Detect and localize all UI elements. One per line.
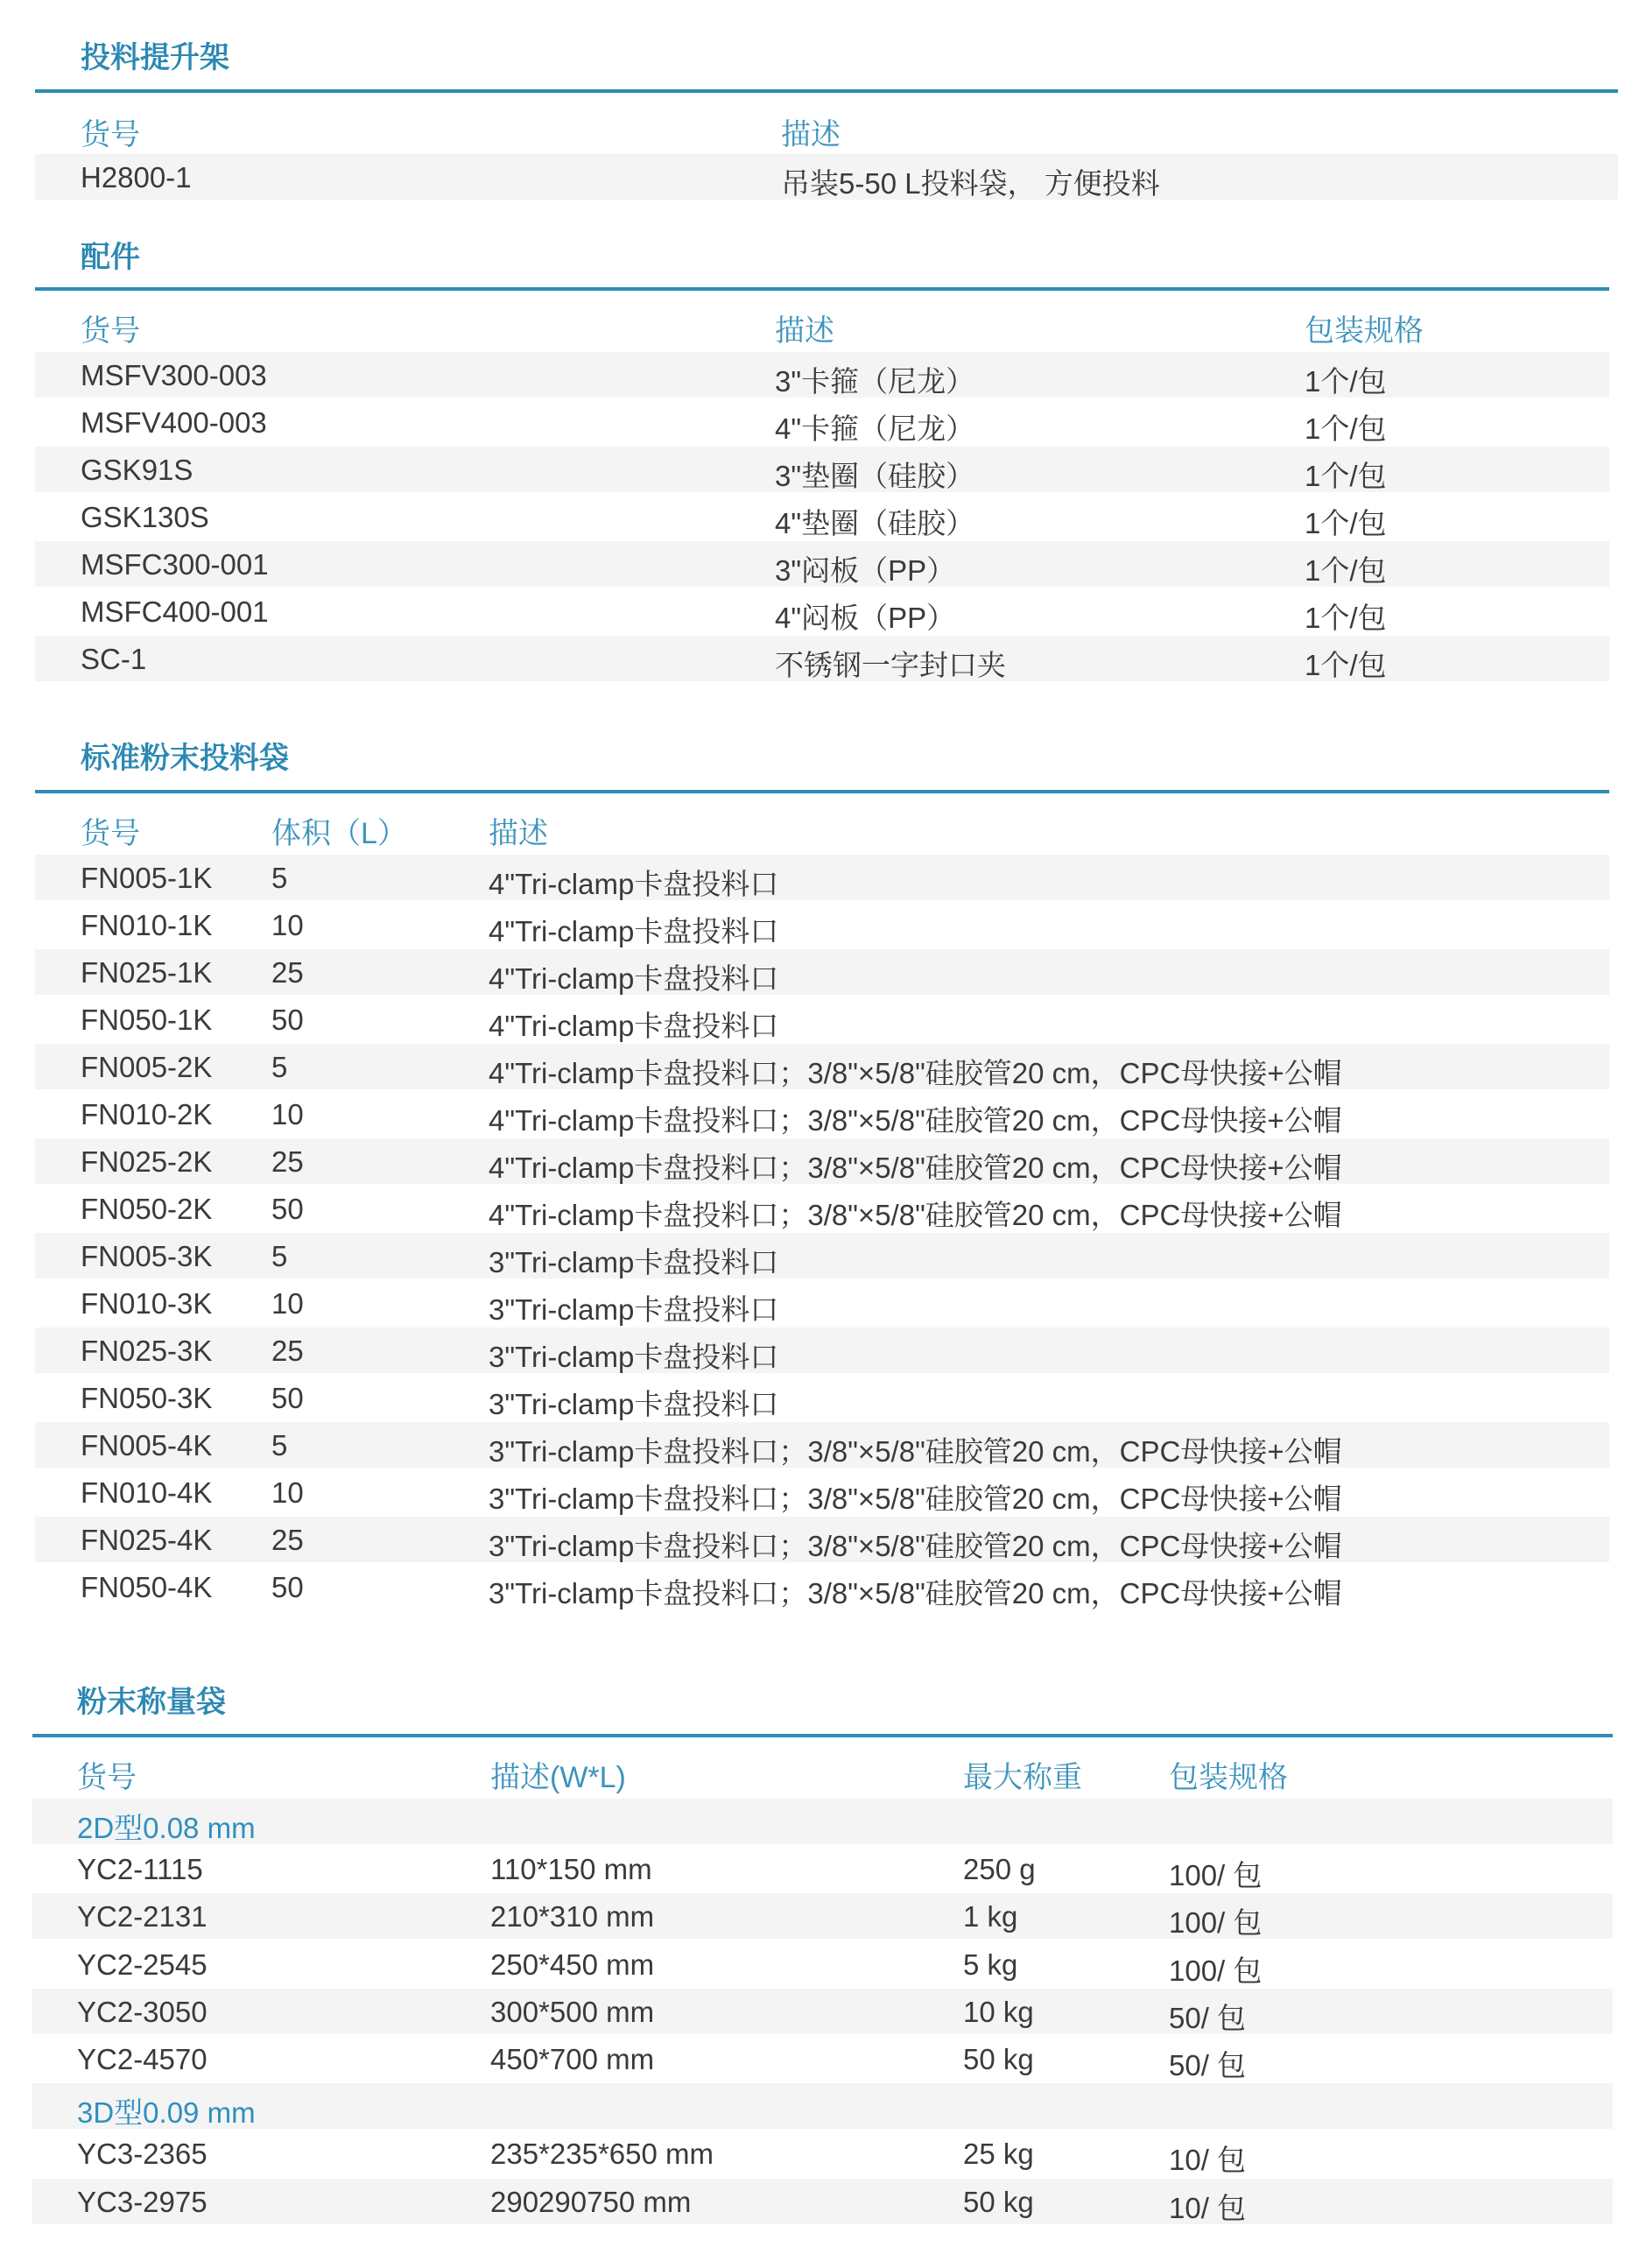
table-cell: 1个/包 [1305,412,1387,445]
table-cell: 3"Tri-clamp卡盘投料口 [489,1246,779,1278]
column-header: 最大称重 [963,1761,1082,1794]
table-row [35,1469,1609,1515]
table-cell: 1 kg [963,1900,1018,1933]
table-cell: FN050-2K [81,1193,213,1225]
table-cell: FN005-3K [81,1240,213,1272]
table-cell: 100/ 包 [1169,1859,1263,1892]
table-row [35,902,1609,947]
table-cell: FN005-4K [81,1429,213,1462]
table-cell: 3"Tri-clamp卡盘投料口 [489,1341,779,1373]
section-title: 标准粉末投料袋 [81,742,289,775]
table-cell: 10 kg [963,1995,1034,2028]
section-title: 粉末称量袋 [77,1686,226,1719]
table-cell: FN050-3K [81,1382,213,1414]
column-header: 货号 [81,817,140,850]
table-cell: GSK91S [81,454,193,486]
table-cell: 4"Tri-clamp卡盘投料口；3/8"×5/8"硅胶管20 cm，CPC母快接+公帽 [489,1152,1342,1184]
table-cell: 1个/包 [1305,507,1387,539]
table-cell: 5 kg [963,1948,1018,1981]
table-cell: 250*450 mm [490,1948,655,1981]
table-row [35,636,1609,681]
table-cell: MSFC300-001 [81,548,269,581]
table-cell: 1个/包 [1305,649,1387,681]
table-cell: 4"Tri-clamp卡盘投料口 [489,962,779,995]
table-row [32,1989,1613,2034]
table-row [35,494,1609,539]
column-header: 体积（L） [271,817,407,850]
table-row [35,1517,1609,1562]
table-cell: 3"Tri-clamp卡盘投料口；3/8"×5/8"硅胶管20 cm，CPC母快接+公帽 [489,1530,1342,1562]
table-cell: YC2-3050 [77,1995,208,2028]
table-row [35,1044,1609,1089]
table-cell: 25 [271,956,304,989]
table-row [35,855,1609,900]
table-cell: 4"Tri-clamp卡盘投料口；3/8"×5/8"硅胶管20 cm，CPC母快接+公帽 [489,1057,1342,1089]
table-row [32,2179,1613,2224]
table-cell: 110*150 mm [490,1853,652,1886]
table-cell: 10 [271,1098,304,1130]
section-divider [35,287,1609,291]
table-cell: 3"Tri-clamp卡盘投料口；3/8"×5/8"硅胶管20 cm，CPC母快接+公帽 [489,1435,1342,1468]
table-cell: YC2-2131 [77,1900,208,1933]
table-row [32,2036,1613,2081]
table-cell: 4"Tri-clamp卡盘投料口；3/8"×5/8"硅胶管20 cm，CPC母快接+公帽 [489,1104,1342,1137]
table-row [32,2131,1613,2176]
section-title: 投料提升架 [81,41,229,74]
table-row [32,1941,1613,1987]
column-header: 货号 [77,1761,137,1794]
table-cell: 250 g [963,1853,1036,1886]
table-cell: 50 [271,1382,304,1414]
table-cell: FN005-1K [81,862,213,894]
table-cell: 10/ 包 [1169,2191,1247,2224]
table-row [35,588,1609,634]
table-cell: 1个/包 [1305,460,1387,492]
table-row [35,1233,1609,1278]
table-cell: YC2-4570 [77,2043,208,2075]
table-row [35,1138,1609,1184]
table-cell: 210*310 mm [490,1900,655,1933]
column-header: 描述 [775,314,834,348]
column-header: 货号 [81,118,140,151]
table-row [35,1328,1609,1373]
table-cell: 4"卡箍（尼龙） [775,412,975,445]
table-cell: 100/ 包 [1169,1906,1263,1940]
table-cell: 4"垫圈（硅胶） [775,507,975,539]
table-cell: 3"闷板（PP） [775,554,956,587]
table-row [35,541,1609,587]
table-row [35,447,1609,492]
table-cell: 4"Tri-clamp卡盘投料口 [489,868,779,900]
table-cell: H2800-1 [81,161,192,194]
table-cell: 25 [271,1145,304,1178]
table-cell: SC-1 [81,643,147,675]
table-cell: 不锈钢一字封口夹 [775,649,1006,681]
table-row [35,1375,1609,1420]
table-cell: 4"Tri-clamp卡盘投料口；3/8"×5/8"硅胶管20 cm，CPC母快接+公帽 [489,1199,1342,1231]
table-cell: 50 [271,1004,304,1036]
table-cell: 10 [271,1476,304,1509]
column-header: 描述 [489,817,548,850]
table-cell: 3"Tri-clamp卡盘投料口；3/8"×5/8"硅胶管20 cm，CPC母快接+公帽 [489,1483,1342,1515]
table-row [35,1280,1609,1326]
group-header-row [32,2083,1613,2129]
table-cell: 3"Tri-clamp卡盘投料口 [489,1293,779,1326]
table-cell: 25 [271,1335,304,1367]
table-cell: 1个/包 [1305,365,1387,398]
table-row [32,1893,1613,1939]
table-row [35,997,1609,1042]
table-cell: 50/ 包 [1169,2049,1247,2081]
column-header: 描述(W*L) [490,1761,626,1794]
table-cell: 300*500 mm [490,1995,655,2028]
table-cell: 50 kg [963,2043,1034,2075]
table-cell: 290290750 mm [490,2185,692,2218]
table-cell: FN010-4K [81,1476,213,1509]
table-cell: FN050-1K [81,1004,213,1036]
table-cell: FN025-2K [81,1145,213,1178]
table-cell: 50 [271,1193,304,1225]
table-cell: 25 kg [963,2138,1034,2171]
table-cell: 4"Tri-clamp卡盘投料口 [489,1010,779,1042]
table-cell: 100/ 包 [1169,1954,1263,1987]
column-header: 描述 [781,118,841,151]
table-cell: 235*235*650 mm [490,2138,714,2171]
section-divider [35,790,1609,793]
table-cell: 10 [271,909,304,941]
table-cell: 10/ 包 [1169,2144,1247,2177]
table-cell: 3"Tri-clamp卡盘投料口；3/8"×5/8"硅胶管20 cm，CPC母快接+公帽 [489,1577,1342,1609]
table-cell: FN025-4K [81,1524,213,1556]
table-cell: 3"卡箍（尼龙） [775,365,975,398]
table-cell: 5 [271,1429,288,1462]
group-label: 2D型0.08 mm [77,1812,256,1844]
table-cell: YC3-2365 [77,2138,208,2171]
section-divider [32,1734,1613,1737]
column-header: 包装规格 [1169,1761,1288,1794]
table-cell: MSFV300-003 [81,359,267,391]
table-row [35,1422,1609,1468]
table-cell: FN010-2K [81,1098,213,1130]
table-cell: FN010-1K [81,909,213,941]
table-cell: 50 [271,1571,304,1603]
table-row [35,352,1609,398]
table-cell: 吊装5-50 L投料袋， 方便投料 [781,167,1160,200]
table-cell: 5 [271,1051,288,1083]
table-row [35,154,1618,200]
table-cell: 5 [271,862,288,894]
column-header: 货号 [81,314,140,348]
table-cell: 5 [271,1240,288,1272]
table-cell: 3"Tri-clamp卡盘投料口 [489,1388,779,1420]
table-cell: GSK130S [81,501,209,533]
table-cell: 10 [271,1287,304,1320]
table-cell: YC3-2975 [77,2185,208,2218]
table-row [35,1091,1609,1137]
table-cell: FN050-4K [81,1571,213,1603]
table-cell: MSFC400-001 [81,595,269,628]
table-cell: MSFV400-003 [81,406,267,439]
table-cell: 25 [271,1524,304,1556]
table-cell: 50/ 包 [1169,2001,1247,2034]
table-cell: FN005-2K [81,1051,213,1083]
section-divider [35,89,1618,93]
table-row [35,399,1609,445]
table-cell: 4"闷板（PP） [775,602,956,634]
table-cell: FN025-3K [81,1335,213,1367]
table-cell: YC2-2545 [77,1948,208,1981]
table-row [35,1186,1609,1231]
table-cell: FN025-1K [81,956,213,989]
table-row [32,1846,1613,1891]
group-header-row [32,1799,1613,1844]
table-cell: 450*700 mm [490,2043,655,2075]
table-row [35,949,1609,995]
table-cell: 3"垫圈（硅胶） [775,460,975,492]
group-label: 3D型0.09 mm [77,2096,256,2130]
table-cell: FN010-3K [81,1287,213,1320]
table-cell: 1个/包 [1305,554,1387,587]
table-cell: 4"Tri-clamp卡盘投料口 [489,915,779,947]
table-cell: YC2-1115 [77,1853,203,1886]
table-row [35,1564,1609,1609]
section-title: 配件 [81,241,140,274]
table-cell: 1个/包 [1305,602,1387,634]
column-header: 包装规格 [1305,314,1424,348]
table-cell: 50 kg [963,2185,1034,2218]
